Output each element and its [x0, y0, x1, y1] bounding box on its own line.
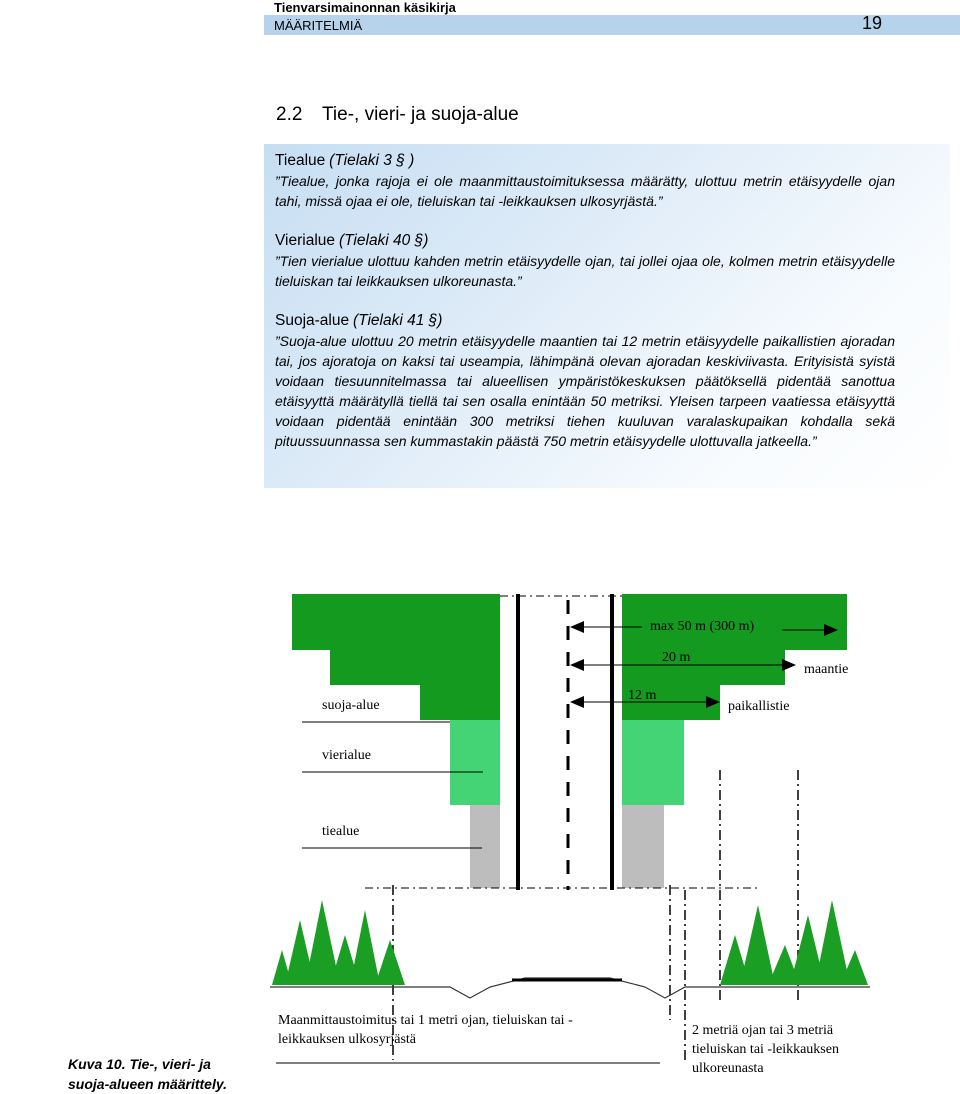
figure-caption [68, 1054, 268, 1094]
law-reference: (Tielaki 3 § ) [329, 152, 415, 169]
label-suoja-alue: suoja-alue [322, 698, 380, 713]
caption-line2: suoja-alueen määrittely. [68, 1076, 227, 1092]
section-title: Tie-, vieri- ja suoja-alue [322, 104, 519, 125]
note-right-line1: 2 metriä ojan tai 3 metriä [692, 1023, 834, 1038]
trees-right [720, 900, 868, 985]
label-tiealue: tiealue [322, 824, 360, 839]
law-reference: (Tielaki 40 §) [338, 232, 429, 249]
book-title: Tienvarsimainonnan käsikirja [274, 0, 456, 15]
label-paikallistie: paikallistie [728, 699, 790, 714]
tiealue-left [470, 805, 500, 888]
vierialue-right [622, 720, 684, 805]
vierialue-left [450, 720, 500, 805]
arrow-head-max-left [570, 621, 584, 633]
definition-text: ”Tiealue, jonka rajoja ei ole maanmittaustoimituksessa määrätty, ulottuu metrin etäisyydelle ojan tahi, missä ojaa ei ole, tieluiskan tai -leikkauksen ulkosyrjästä.” [275, 173, 895, 209]
caption-line1: Kuva 10. Tie-, vieri- ja [68, 1056, 211, 1072]
arrow-head-12m-left [570, 696, 584, 708]
arrow-head-20m-right [782, 659, 796, 671]
definition-term: Suoja-alue [275, 312, 350, 329]
label-maantie: maantie [804, 662, 849, 677]
note-right-line2: tieluiskan tai -leikkauksen [692, 1042, 839, 1057]
trees-left [272, 900, 405, 985]
label-max: max 50 m (300 m) [650, 619, 755, 634]
note-left-line1: Maanmittaustoimitus tai 1 metri ojan, tieluiskan tai - [278, 1013, 573, 1028]
tiealue-right [622, 805, 664, 888]
section-label: MÄÄRITELMIÄ [274, 18, 363, 33]
arrow-head-20m-left [570, 659, 584, 671]
page-number: 19 [861, 13, 882, 33]
label-20m: 20 m [662, 650, 691, 665]
definition-text: ”Suoja-alue ulottuu 20 metrin etäisyydelle maantien tai 12 metrin etäisyydelle paikallistien ajoradan tai, jos ajoratoja on kaksi tai useampia, lähimpänä olevan ajoradan keskiviivasta. Erityisistä syistä voidaan tiesuunnitelmassa tai alueellisen ympäristökeskuksen päätöksellä pidentää sanottua etäisyyttä määrätyllä tiellä tai sen osalla enintään 50 metriksi. Yleisen tarpeen vaatiessa etäisyyttä voidaan pidentää enintään 300 metriksi tiehen kuuluvan varalaskupaikan kohdalla sekä pituussuunnassa sen kummastakin päästä 750 metrin etäisyydelle ulottuvalla jatkeella.” [275, 333, 895, 449]
note-right-line3: ulkoreunasta [692, 1061, 764, 1076]
label-12m: 12 m [628, 688, 657, 703]
definition-term: Vierialue [275, 232, 336, 249]
definition-text: ”Tien vierialue ulottuu kahden metrin etäisyydelle ojan, tai jollei ojaa ole, kolmen metrin etäisyydelle tieluiskan tai leikkauksen ulkoreunasta.” [275, 253, 895, 289]
definition-term: Tiealue [275, 152, 326, 169]
section-number: 2.2 [276, 104, 303, 125]
note-left-line2: leikkauksen ulkosyrjästä [278, 1032, 417, 1047]
label-vierialue: vierialue [322, 748, 371, 763]
law-reference: (Tielaki 41 §) [353, 312, 443, 329]
